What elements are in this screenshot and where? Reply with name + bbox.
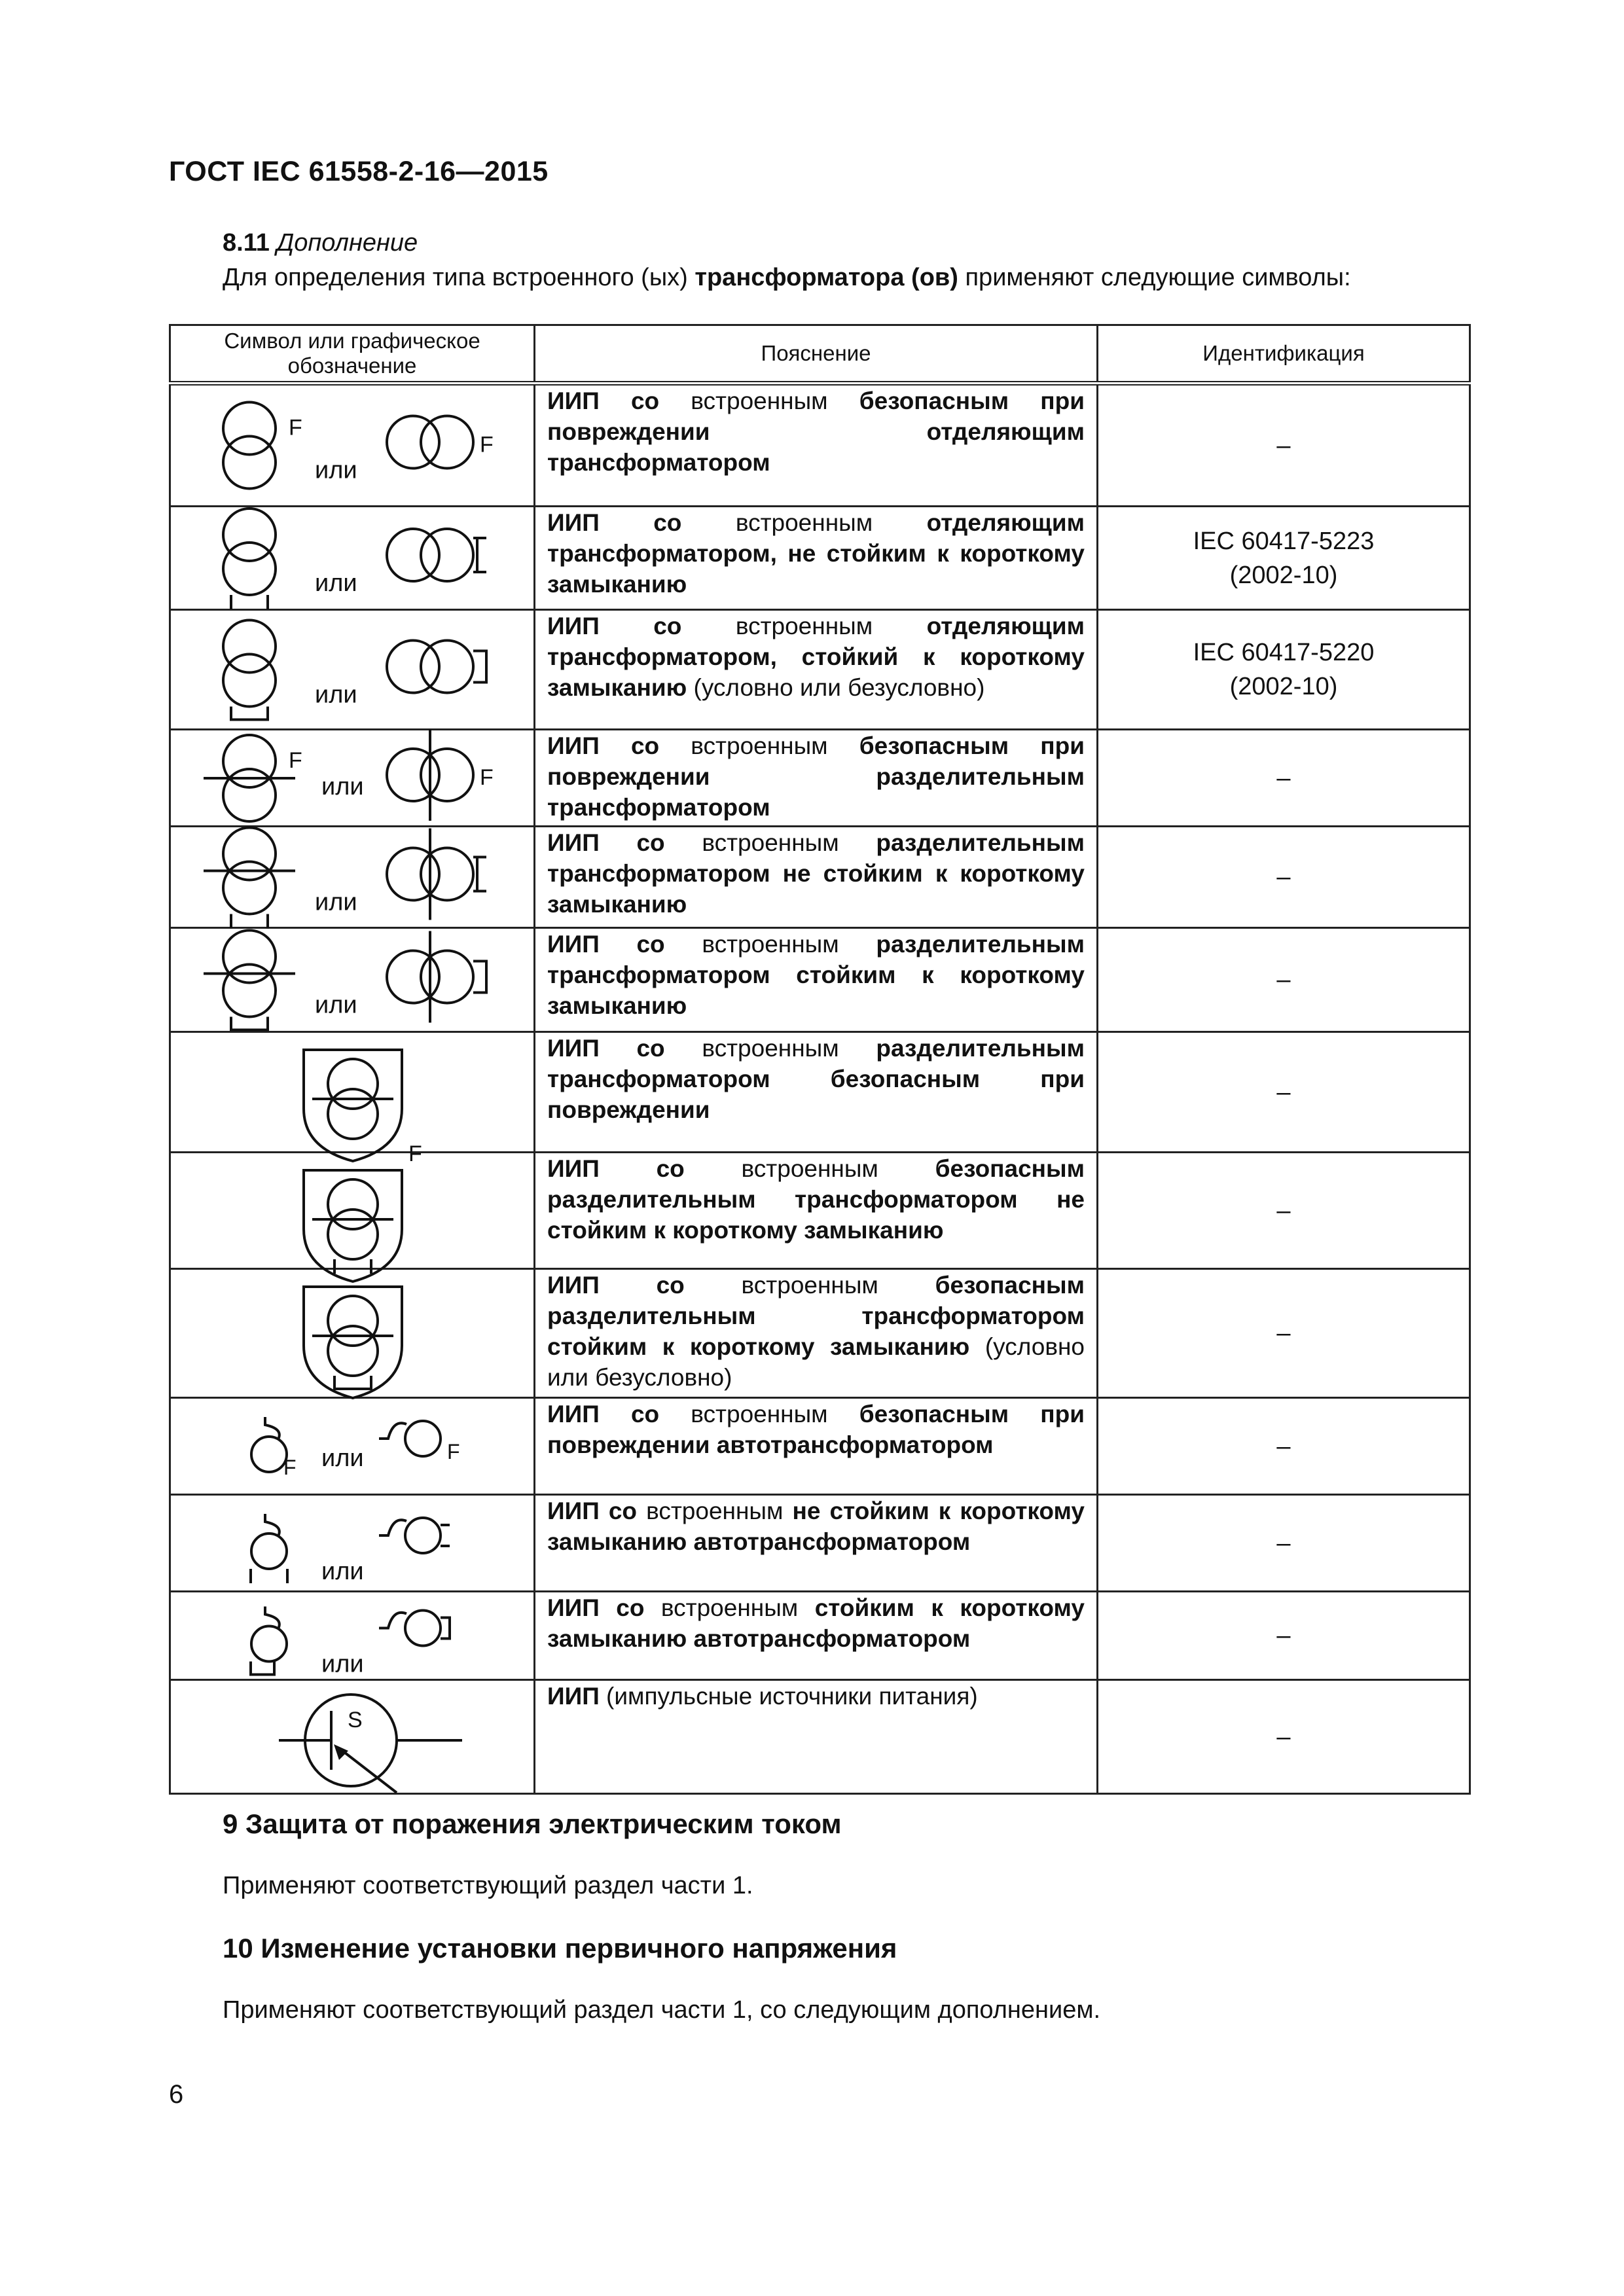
table-row	[170, 1398, 1470, 1495]
svg-text:или: или	[315, 991, 357, 1018]
explanation-cell: ИИП со встроенным безопасным при повреждении разделительным трансформатором	[535, 730, 1098, 827]
header-explanation: Пояснение	[535, 325, 1098, 384]
section-10-title: 10 Изменение установки первичного напряжения	[223, 1933, 897, 1964]
table-row	[170, 1592, 1470, 1680]
symbol-cell	[170, 1032, 535, 1166]
section-name: Дополнение	[276, 229, 418, 257]
identification-value: –	[1276, 1196, 1291, 1225]
identification-value: –	[1276, 1723, 1291, 1751]
table-row	[170, 827, 1470, 928]
explanation-cell: ИИП со встроенным отделяющим трансформатором, не стойким к короткому замыканию	[535, 507, 1098, 610]
symbol-cell	[170, 507, 535, 610]
identification-value: –	[1276, 431, 1291, 459]
section-8-11-title	[223, 229, 418, 257]
table-row	[170, 1269, 1470, 1398]
symbol-cell	[170, 1153, 535, 1269]
document-header: ГОСТ IEC 61558-2-16—2015	[169, 156, 549, 187]
svg-text:F: F	[289, 415, 302, 440]
identification-value: IEC 60417-5220 (2002-10)	[1193, 639, 1375, 700]
symbol-graphic	[171, 508, 535, 609]
symbol-cell	[170, 827, 535, 928]
identification-value: –	[1276, 863, 1291, 891]
table-row	[170, 384, 1470, 507]
symbol-graphic	[171, 1681, 535, 1793]
table-row	[170, 1032, 1470, 1153]
explanation-cell: ИИП со встроенным безопасным при повреждении автотрансформатором	[535, 1398, 1098, 1495]
svg-text:F: F	[480, 764, 494, 790]
symbol-graphic	[171, 1593, 535, 1679]
symbol-cell	[170, 730, 535, 827]
explanation-cell: ИИП со встроенным не стойким к короткому замыканию автотрансформатором	[535, 1495, 1098, 1592]
symbol-cell	[170, 928, 535, 1032]
identification-cell	[1098, 730, 1470, 827]
svg-text:или: или	[315, 456, 357, 484]
section-10-text: Применяют соответствующий раздел части 1, со следующим дополнением.	[223, 1996, 1101, 2024]
identification-value: –	[1276, 1622, 1291, 1649]
table-row	[170, 1495, 1470, 1592]
identification-cell	[1098, 1592, 1470, 1680]
intro-text-bold: трансформатора (ов)	[695, 264, 958, 291]
identification-value: –	[1276, 966, 1291, 994]
identification-cell	[1098, 1398, 1470, 1495]
identification-cell	[1098, 1153, 1470, 1269]
svg-text:или: или	[315, 681, 357, 708]
table-row	[170, 1153, 1470, 1269]
explanation-cell: ИИП со встроенным разделительным трансформатором безопасным при повреждении	[535, 1032, 1098, 1153]
identification-value: –	[1276, 1319, 1291, 1347]
svg-text:F: F	[283, 1455, 297, 1479]
explanation-cell: ИИП со встроенным разделительным трансформатором стойким к короткому замыканию	[535, 928, 1098, 1032]
explanation-cell: ИИП со встроенным безопасным разделительным трансформатором стойким к короткому замыканию (условно или безусловно)	[535, 1269, 1098, 1398]
symbol-graphic	[171, 1154, 535, 1268]
intro-text-c: применяют следующие символы:	[958, 264, 1351, 291]
identification-cell	[1098, 1269, 1470, 1398]
symbol-cell	[170, 384, 535, 507]
svg-text:или: или	[321, 1444, 364, 1472]
section-number: 8.11	[223, 229, 270, 257]
section-9-text: Применяют соответствующий раздел части 1.	[223, 1872, 753, 1899]
symbol-graphic	[171, 828, 535, 927]
table-row	[170, 507, 1470, 610]
svg-text:или: или	[315, 569, 357, 597]
svg-text:или: или	[321, 772, 364, 800]
symbol-graphic	[171, 1399, 535, 1494]
table-row	[170, 928, 1470, 1032]
symbol-graphic	[171, 1033, 535, 1166]
explanation-cell: ИИП со встроенным стойким к короткому замыканию автотрансформатором	[535, 1592, 1098, 1680]
symbol-cell	[170, 1269, 535, 1398]
symbol-cell	[170, 1680, 535, 1794]
identification-cell	[1098, 1032, 1470, 1153]
section-9-title: 9 Защита от поражения электрическим током	[223, 1808, 842, 1839]
identification-value: –	[1276, 764, 1291, 792]
table-row	[170, 1680, 1470, 1794]
symbol-graphic	[171, 1496, 535, 1590]
section-8-11-intro	[223, 264, 1351, 292]
explanation-cell: ИИП со встроенным отделяющим трансформатором, стойкий к короткому замыканию (условно или безусловно)	[535, 610, 1098, 730]
identification-value: –	[1276, 1432, 1291, 1460]
symbol-graphic	[171, 386, 535, 505]
svg-text:или: или	[321, 1650, 364, 1677]
symbol-graphic	[171, 929, 535, 1031]
svg-text:F: F	[447, 1439, 460, 1463]
identification-cell	[1098, 384, 1470, 507]
identification-value: –	[1276, 1529, 1291, 1557]
table-row	[170, 610, 1470, 730]
symbol-cell	[170, 1495, 535, 1592]
explanation-cell: ИИП со встроенным безопасным разделительным трансформатором не стойким к короткому замыканию	[535, 1153, 1098, 1269]
explanation-cell: ИИП (импульсные источники питания)	[535, 1680, 1098, 1794]
svg-text:или: или	[315, 888, 357, 916]
symbol-cell	[170, 610, 535, 730]
identification-value: IEC 60417-5223 (2002-10)	[1193, 527, 1375, 589]
explanation-cell: ИИП со встроенным безопасным при повреждении отделяющим трансформатором	[535, 384, 1098, 507]
symbol-graphic	[171, 731, 535, 825]
symbol-graphic	[171, 1270, 535, 1397]
identification-cell	[1098, 928, 1470, 1032]
svg-text:или: или	[321, 1557, 364, 1585]
page-number: 6	[169, 2080, 184, 2109]
symbol-cell	[170, 1592, 535, 1680]
identification-cell	[1098, 1680, 1470, 1794]
identification-cell	[1098, 507, 1470, 610]
identification-cell	[1098, 827, 1470, 928]
table-header-row	[170, 325, 1470, 384]
identification-cell	[1098, 610, 1470, 730]
identification-cell	[1098, 1495, 1470, 1592]
header-identification: Идентификация	[1098, 325, 1470, 384]
identification-value: –	[1276, 1078, 1291, 1106]
symbols-table	[169, 324, 1471, 1795]
symbol-graphic	[171, 611, 535, 728]
svg-text:F: F	[289, 747, 302, 773]
svg-text:F: F	[480, 432, 494, 457]
explanation-cell: ИИП со встроенным разделительным трансформатором не стойким к короткому замыканию	[535, 827, 1098, 928]
symbol-cell	[170, 1398, 535, 1495]
header-symbol: Символ или графическое обозначение	[170, 325, 535, 384]
intro-text-a: Для определения типа встроенного (ых)	[223, 264, 695, 291]
svg-text:F: F	[408, 1141, 422, 1166]
svg-text:S: S	[348, 1707, 363, 1732]
table-row	[170, 730, 1470, 827]
